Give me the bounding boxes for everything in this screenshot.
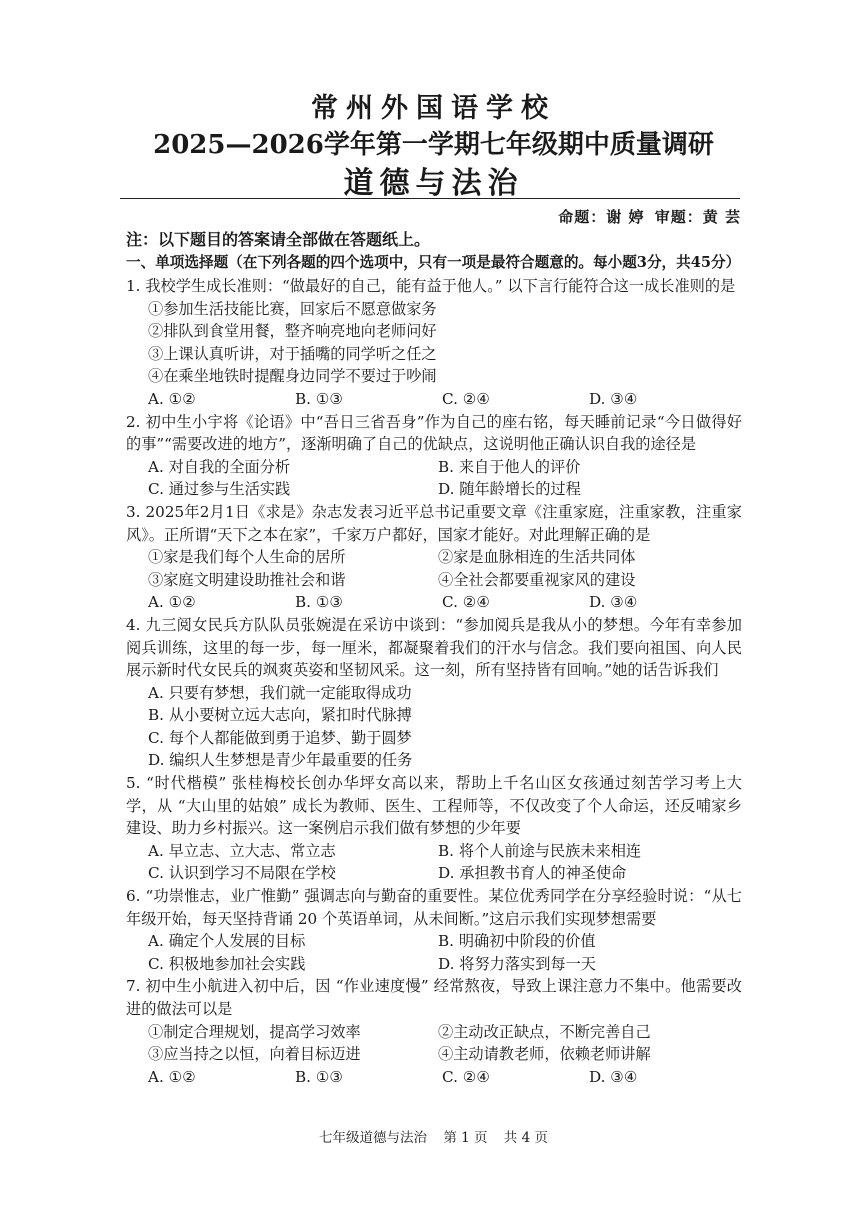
choice-c: C. 认识到学习不局限在学校 <box>148 864 336 883</box>
choice-d: D. 随年龄增长的过程 <box>438 480 581 499</box>
choice-b: B. ①③ <box>295 1067 344 1086</box>
choice-a: A. 确定个人发展的目标 <box>148 932 306 951</box>
statement-item: ④全社会都要重视家风的建设 <box>438 570 636 589</box>
choice-d: D. 承担教书育人的神圣使命 <box>438 864 627 883</box>
statement-item: ③上课认真听讲，对于插嘴的同学听之任之 <box>148 344 437 363</box>
choice-d: D. ③④ <box>589 593 638 612</box>
choice-b: B. 来自于他人的评价 <box>438 457 581 476</box>
choice-row <box>126 1066 742 1089</box>
statement-item: ②主动改正缺点，不断完善自己 <box>438 1022 651 1041</box>
question-stem: 4. 九三阅女民兵方队队员张婉湜在采访中谈到：“参加阅兵是我从小的梦想。今年有幸参加阅兵训练，这里的每一步，每一厘米，都凝聚着我们的汗水与信念。我们要向祖国、向人民展示新时代女民兵的飒爽英姿和坚韧风采。这一刻，所有坚持皆有回响。”她的话告诉我们 <box>126 615 742 680</box>
question-4 <box>126 614 742 772</box>
question-1 <box>126 275 742 411</box>
statement-item: ④主动请教老师，依赖老师讲解 <box>438 1045 651 1064</box>
question-5 <box>126 772 742 885</box>
question-stem: 2. 初中生小宇将《论语》中“吾日三省吾身”作为自己的座右铭，每天睡前记录“今日做得好的事”“需要改进的地方”，逐渐明确了自己的优缺点，这说明他正确认识自我的途径是 <box>126 412 742 454</box>
statement-item: ③家庭文明建设助推社会和谐 <box>148 570 346 589</box>
statement-row <box>126 1043 742 1066</box>
choice-c: C. ②④ <box>442 389 490 408</box>
question-stem: 1. 我校学生成长准则：“做最好的自己，能有益于他人。” 以下言行能符合这一成长准则的是 <box>126 277 736 295</box>
proposer: 命题：谢 婷 <box>558 208 645 226</box>
school-name: 常州外国语学校 <box>311 93 556 124</box>
statement-item: ①家是我们每个人生命的居所 <box>148 548 346 567</box>
question-3 <box>126 501 742 614</box>
question-stem: 6. “功崇惟志，业广惟勤” 强调志向与勤奋的重要性。某位优秀同学在分享经验时说：“从七年级开始，每天坚持背诵 20 个英语单词，从未间断。”这启示我们实现梦想需要 <box>126 887 742 928</box>
statement-row <box>126 546 742 569</box>
section-title: 一、单项选择题（在下列各题的四个选项中，只有一项是最符合题意的。每小题3分，共45分） <box>126 254 741 271</box>
choice-d: D. ③④ <box>589 1067 638 1086</box>
choice-row <box>126 591 742 614</box>
answer-note: 注：以下题目的答案请全部做在答题纸上。 <box>126 230 431 249</box>
statement-item: ④在乘坐地铁时提醒身边同学不要过于吵闹 <box>148 367 437 386</box>
choice-b: B. 将个人前途与民族未来相连 <box>438 841 642 860</box>
choice-a: A. 只要有梦想，我们就一定能取得成功 <box>148 683 412 702</box>
statement-row <box>126 569 742 592</box>
question-stem: 7. 初中生小航进入初中后，因 “作业速度慢” 经常熬夜，导致上课注意力不集中。他需要改进的做法可以是 <box>126 977 742 1018</box>
choice-row <box>126 930 742 953</box>
question-2 <box>126 411 742 501</box>
choice-row <box>126 478 742 501</box>
choice-c: C. 积极地参加社会实践 <box>148 954 306 973</box>
statement-item: ③应当持之以恒，向着目标迈进 <box>148 1045 361 1064</box>
reviewer: 审题：黄 芸 <box>654 208 741 226</box>
choice-d: D. ③④ <box>589 389 638 408</box>
statement-row <box>126 1021 742 1044</box>
choice-row <box>126 862 742 885</box>
exam-title: 2025—2026学年第一学期七年级期中质量调研 <box>153 130 714 160</box>
questions-area <box>126 275 742 1088</box>
choice-row <box>126 953 742 976</box>
question-6 <box>126 885 742 975</box>
choice-a: A. ①② <box>148 1067 196 1086</box>
header-divider <box>120 198 740 199</box>
choice-b: B. 明确初中阶段的价值 <box>438 932 596 951</box>
choice-row <box>126 840 742 863</box>
subject-title: 道德与法治 <box>343 166 524 201</box>
choice-row <box>126 388 742 411</box>
choice-c: C. 通过参与生活实践 <box>148 480 291 499</box>
question-stem: 5. “时代楷模” 张桂梅校长创办华坪女高以来，帮助上千名山区女孩通过刻苦学习考上大学，从 “大山里的姑娘” 成长为教师、医生、工程师等，不仅改变了个人命运，还反哺家乡建设、助力乡村振兴。这一案例启示我们做有梦想的少年要 <box>126 774 742 838</box>
choice-a: A. ①② <box>148 593 196 612</box>
question-7 <box>126 975 742 1088</box>
choice-a: A. ①② <box>148 389 196 408</box>
choice-a: A. 对自我的全面分析 <box>148 457 291 476</box>
choice-b: B. ①③ <box>295 593 344 612</box>
footer-subject: 七年级道德与法治 <box>319 1130 428 1146</box>
page-footer <box>0 1126 867 1146</box>
choice-c: C. ②④ <box>442 593 490 612</box>
choice-b: B. 从小要树立远大志向，紧扣时代脉搏 <box>148 706 412 725</box>
choice-b: B. ①③ <box>295 389 344 408</box>
statement-item: ②家是血脉相连的生活共同体 <box>438 548 636 567</box>
choice-d: D. 将努力落实到每一天 <box>438 954 596 973</box>
authors-line <box>554 206 741 227</box>
footer-total-pages: 共 4 页 <box>503 1130 548 1146</box>
statement-item: ①参加生活技能比赛，回家后不愿意做家务 <box>148 299 437 318</box>
choice-c: C. ②④ <box>442 1067 490 1086</box>
statement-item: ①制定合理规划，提高学习效率 <box>148 1022 361 1041</box>
footer-page-number: 第 1 页 <box>443 1130 488 1146</box>
choice-row <box>126 456 742 479</box>
statement-item: ②排队到食堂用餐，整齐响亮地向老师问好 <box>148 322 437 341</box>
choice-a: A. 早立志、立大志、常立志 <box>148 841 336 860</box>
choice-d: D. 编织人生梦想是青少年最重要的任务 <box>148 751 413 770</box>
question-stem: 3. 2025年2月1日《求是》杂志发表习近平总书记重要文章《注重家庭，注重家教，注重家风》。正所谓“天下之本在家”，千家万户都好，国家才能好。对此理解正确的是 <box>126 502 742 544</box>
choice-c: C. 每个人都能做到勇于追梦、勤于圆梦 <box>148 728 412 747</box>
